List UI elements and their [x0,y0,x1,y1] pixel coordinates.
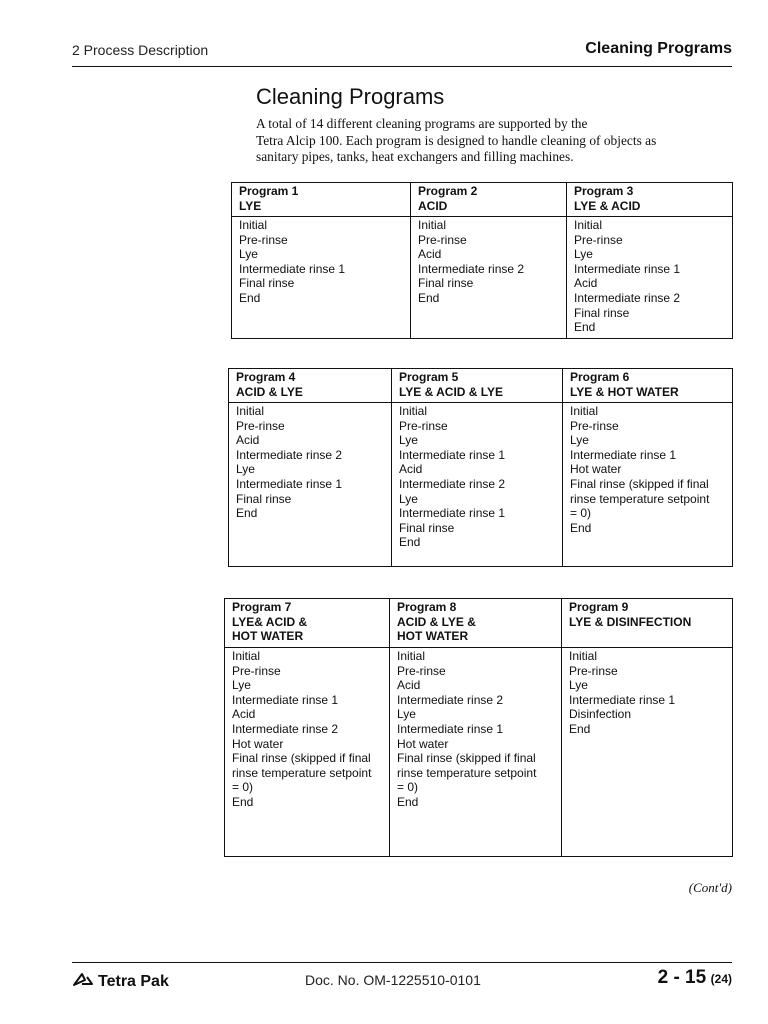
program-step: Acid [232,707,256,722]
program-table-2 [228,368,733,567]
tetra-pak-logo-icon [72,971,94,992]
program-3-steps [574,218,726,335]
program-step: Lye [232,678,251,693]
program-table-3 [224,598,733,857]
program-header-row [225,599,733,648]
program-1-number: Program 1 [239,184,299,198]
footer-divider [72,962,732,963]
program-step: End [399,535,421,550]
program-step: Lye [399,491,418,506]
program-3-steps-cell [567,217,733,339]
program-step: End [232,794,254,809]
program-6-number: Program 6 [570,370,630,384]
program-step: Intermediate rinse 1 [239,261,346,276]
program-step: Final rinse [239,276,295,291]
program-step: Lye [570,433,589,448]
program-7-name: LYE& ACID & [232,614,308,629]
program-5-number: Program 5 [399,370,459,384]
program-step: Lye [397,707,416,722]
program-step: Acid [418,247,442,262]
program-step: Lye [239,247,258,262]
program-step: Initial [418,218,447,232]
program-3-header [567,183,733,217]
program-step: rinse temperature setpoint [397,765,537,780]
program-step: Intermediate rinse 1 [232,692,339,707]
program-step: = 0) [570,506,592,521]
program-step: Initial [570,404,599,418]
program-8-steps [397,649,555,810]
program-step: Pre-rinse [574,232,623,247]
program-step: Intermediate rinse 1 [574,261,681,276]
program-step: Initial [397,649,426,663]
program-9-header [562,599,733,648]
program-step: Pre-rinse [418,232,467,247]
program-step: End [574,320,596,335]
program-step: Pre-rinse [570,418,619,433]
program-step: End [239,290,261,305]
page-number-main: 2 - 15 [657,967,707,988]
tetra-pak-logo [72,971,169,992]
program-steps-row [232,217,733,339]
program-step: Acid [574,276,598,291]
program-2-steps [418,218,560,306]
program-table-1 [231,182,733,339]
program-5-steps-cell [392,403,563,567]
program-4-name: ACID & LYE [236,384,303,399]
program-step: Intermediate rinse 1 [397,721,504,736]
program-4-header [229,369,392,403]
program-step: rinse temperature setpoint [232,765,372,780]
program-2-header [411,183,567,217]
program-8-number: Program 8 [397,600,457,614]
intro-line: Tetra Alcip 100. Each program is designed to handle cleaning of objects as [256,132,657,148]
program-8-name-cont: HOT WATER [397,629,469,643]
program-4-steps [236,404,385,521]
program-step: Initial [399,404,428,418]
program-7-header [225,599,390,648]
program-7-steps-cell [225,648,390,857]
program-step: Pre-rinse [399,418,448,433]
header-divider [72,66,732,67]
program-step: Initial [232,649,261,663]
program-step: End [397,794,419,809]
program-9-steps [569,649,726,737]
program-8-header [390,599,562,648]
program-1-steps [239,218,404,306]
program-step: Intermediate rinse 1 [570,447,677,462]
chapter-title: Cleaning Programs [585,40,732,57]
program-step: = 0) [232,780,254,795]
program-step: Disinfection [569,707,632,722]
program-step: Final rinse (skipped if final [232,751,371,766]
doc-number: Doc. No. OM-1225510-0101 [305,972,481,988]
program-1-steps-cell [232,217,411,339]
program-1-header [232,183,411,217]
program-5-header [392,369,563,403]
program-step: Final rinse [418,276,474,291]
program-5-steps [399,404,556,550]
program-header-row [229,369,733,403]
program-step: Initial [569,649,598,663]
page-heading: Cleaning Programs [256,84,445,109]
program-5-name: LYE & ACID & LYE [399,384,504,399]
program-step: Lye [574,247,593,262]
program-7-name-cont: HOT WATER [232,629,304,643]
program-step: Intermediate rinse 2 [397,692,504,707]
program-step: Intermediate rinse 2 [574,290,681,305]
program-9-name: LYE & DISINFECTION [569,614,692,629]
program-step: Intermediate rinse 2 [418,261,525,276]
program-9-number: Program 9 [569,600,629,614]
program-step: Intermediate rinse 2 [236,447,343,462]
page-sequence: (24) [710,972,732,986]
program-step: Acid [397,678,421,693]
program-3-name: LYE & ACID [574,198,641,213]
program-step: = 0) [397,780,419,795]
program-6-steps-cell [563,403,733,567]
program-step: Initial [574,218,603,232]
program-8-name: ACID & LYE & [397,614,476,629]
program-step: Final rinse [236,491,292,506]
program-step: Final rinse [574,305,630,320]
program-step: End [570,520,592,535]
program-step: Intermediate rinse 2 [232,721,339,736]
program-step: rinse temperature setpoint [570,491,710,506]
program-step: Intermediate rinse 1 [569,692,676,707]
intro-paragraph [256,116,732,166]
program-6-name: LYE & HOT WATER [570,384,679,399]
program-8-steps-cell [390,648,562,857]
program-2-number: Program 2 [418,184,478,198]
program-step: Lye [236,462,255,477]
program-step: Hot water [232,736,284,751]
program-step: Initial [239,218,268,232]
program-2-steps-cell [411,217,567,339]
program-step: Lye [399,433,418,448]
intro-line: A total of 14 different cleaning programs are supported by the [256,116,588,131]
program-7-number: Program 7 [232,600,292,614]
program-steps-row [229,403,733,567]
program-step: End [236,506,258,521]
page-number [658,967,732,989]
program-7-steps [232,649,383,810]
program-step: Hot water [570,462,622,477]
program-step: Lye [569,678,588,693]
program-step: Pre-rinse [232,663,281,678]
program-step: Final rinse [399,520,455,535]
program-header-row [232,183,733,217]
program-step: Intermediate rinse 1 [236,476,343,491]
program-steps-row [225,648,733,857]
program-step: Hot water [397,736,449,751]
program-step: Final rinse (skipped if final [570,476,709,491]
intro-line: sanitary pipes, tanks, heat exchangers and filling machines. [256,149,574,164]
program-step: Pre-rinse [397,663,446,678]
program-step: Intermediate rinse 2 [399,476,506,491]
program-4-steps-cell [229,403,392,567]
program-9-steps-cell [562,648,733,857]
program-step: Final rinse (skipped if final [397,751,536,766]
program-step: Intermediate rinse 1 [399,447,506,462]
program-step: End [569,721,591,736]
program-1-name: LYE [239,198,262,213]
program-step: Acid [236,433,260,448]
program-2-name: ACID [418,198,448,213]
program-step: Pre-rinse [239,232,288,247]
logo-text: Tetra Pak [98,972,169,990]
program-step: Pre-rinse [236,418,285,433]
program-6-steps [570,404,726,535]
program-3-number: Program 3 [574,184,634,198]
program-step: Intermediate rinse 1 [399,506,506,521]
program-step: Pre-rinse [569,663,618,678]
program-4-number: Program 4 [236,370,296,384]
program-step: End [418,290,440,305]
program-step: Initial [236,404,265,418]
program-step: Acid [399,462,423,477]
program-6-header [563,369,733,403]
section-label: 2 Process Description [72,42,209,58]
continued-note: (Cont'd) [688,880,732,895]
